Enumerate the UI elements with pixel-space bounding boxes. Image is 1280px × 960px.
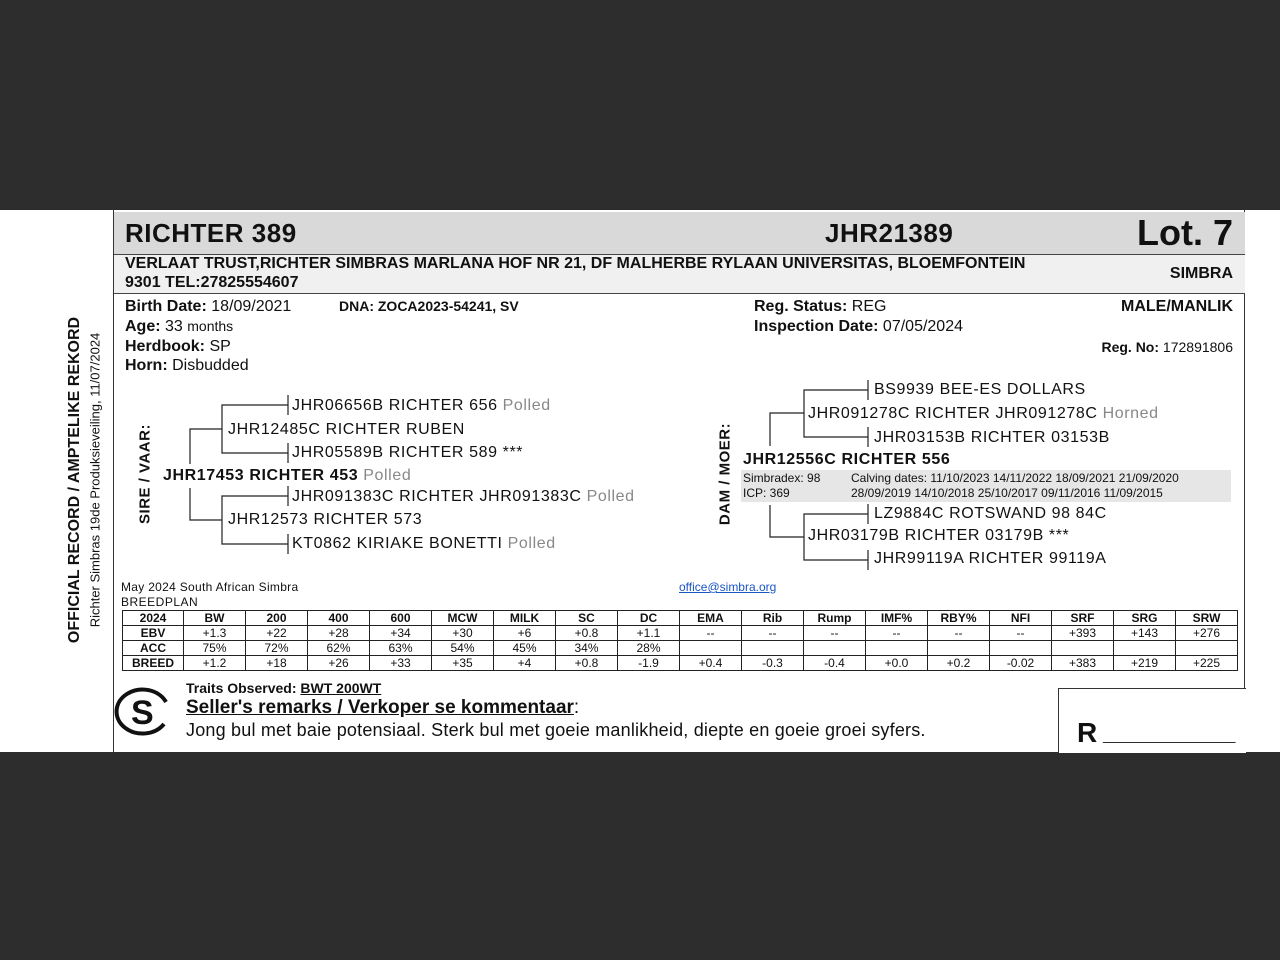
breedplan-header-row bbox=[123, 611, 1238, 626]
breedplan-cell: 62% bbox=[308, 641, 370, 656]
breedplan-header-cell: EMA bbox=[680, 611, 742, 626]
breedplan-cell: +1.1 bbox=[618, 626, 680, 641]
breedplan-cell: +28 bbox=[308, 626, 370, 641]
breedplan-cell bbox=[1052, 641, 1114, 656]
sire-dam-sire bbox=[292, 488, 635, 506]
remarks-title: Seller's remarks / Verkoper se kommentaar bbox=[186, 697, 574, 718]
breedplan-cell: -1.9 bbox=[618, 656, 680, 671]
horn-value: Disbudded bbox=[172, 357, 249, 374]
breedplan-header-cell: SRG bbox=[1114, 611, 1176, 626]
breedplan-cell: -0.3 bbox=[742, 656, 804, 671]
breedplan-cell bbox=[866, 641, 928, 656]
sex-label: MALE/MANLIK bbox=[1121, 298, 1233, 315]
breed-label: SIMBRA bbox=[1169, 265, 1233, 282]
animal-name: RICHTER 389 bbox=[125, 218, 297, 248]
breedplan-header-cell: SC bbox=[556, 611, 618, 626]
age-row bbox=[125, 318, 233, 336]
breedplan-cell: +0.0 bbox=[866, 656, 928, 671]
breedplan-cell: +6 bbox=[494, 626, 556, 641]
breedplan-cell: -0.4 bbox=[804, 656, 866, 671]
breedplan-cell: -- bbox=[928, 626, 990, 641]
breedplan-cell: -- bbox=[680, 626, 742, 641]
breedplan-header-cell: MILK bbox=[494, 611, 556, 626]
breedplan-header-cell: 400 bbox=[308, 611, 370, 626]
ds-name: JHR091278C RICHTER JHR091278C bbox=[808, 405, 1098, 422]
owner-address: VERLAAT TRUST,RICHTER SIMBRAS MARLANA HOF NR 21, DF MALHERBE RYLAAN UNIVERSITAS, BLOEMFONTEIN bbox=[125, 255, 1026, 272]
breedplan-header-cell: MCW bbox=[432, 611, 494, 626]
breedplan-cell: +33 bbox=[370, 656, 432, 671]
sire-name: JHR17453 RICHTER 453 bbox=[163, 467, 359, 484]
birth-date-value: 18/09/2021 bbox=[211, 298, 292, 315]
breedplan-cell: -0.02 bbox=[990, 656, 1052, 671]
breedplan-cell: +383 bbox=[1052, 656, 1114, 671]
ds-horn: Horned bbox=[1102, 405, 1159, 422]
breedplan-cell: +225 bbox=[1176, 656, 1238, 671]
simbra-logo-icon bbox=[114, 684, 178, 742]
dam-dam: JHR03179B RICHTER 03179B *** bbox=[808, 527, 1070, 544]
breedplan-cell bbox=[1114, 641, 1176, 656]
dam-calving-box bbox=[741, 470, 1231, 502]
age-value: 33 bbox=[165, 318, 183, 335]
breedplan-name: BREEDPLAN bbox=[121, 595, 199, 609]
reg-no-row bbox=[1101, 339, 1233, 355]
breedplan-table bbox=[122, 610, 1238, 671]
reg-status-label: Reg. Status: bbox=[754, 298, 848, 315]
simbradex: Simbradex: 98 bbox=[743, 471, 821, 485]
breedplan-row-label: EBV bbox=[123, 626, 184, 641]
breedplan-cell: +22 bbox=[246, 626, 308, 641]
animal-id: JHR21389 bbox=[825, 218, 954, 248]
dam-label: DAM / MOER: bbox=[716, 422, 734, 526]
breedplan-header-cell: IMF% bbox=[866, 611, 928, 626]
dam-sire bbox=[808, 405, 1159, 423]
breedplan-cell: 28% bbox=[618, 641, 680, 656]
breedplan-cell: -- bbox=[866, 626, 928, 641]
owner-bar bbox=[114, 255, 1245, 294]
birth-date-row bbox=[125, 298, 291, 316]
breedplan-source: May 2024 South African Simbra bbox=[121, 580, 299, 594]
breedplan-cell: 63% bbox=[370, 641, 432, 656]
sds-horn: Polled bbox=[586, 488, 635, 505]
breedplan-header-cell: RBY% bbox=[928, 611, 990, 626]
reg-status-row bbox=[754, 298, 886, 316]
breedplan-cell: -- bbox=[990, 626, 1052, 641]
traits-value: BWT 200WT bbox=[300, 680, 382, 696]
breedplan-cell: +219 bbox=[1114, 656, 1176, 671]
inspection-label: Inspection Date: bbox=[754, 318, 879, 335]
calving-dates-2: 28/09/2019 14/10/2018 25/10/2017 09/11/2016 11/09/2015 bbox=[851, 486, 1163, 500]
sire-horn: Polled bbox=[363, 467, 412, 484]
herdbook-row bbox=[125, 338, 231, 356]
breedplan-row bbox=[123, 626, 1238, 641]
breedplan-header-cell: 200 bbox=[246, 611, 308, 626]
inspection-row bbox=[754, 318, 963, 336]
breedplan-cell: +276 bbox=[1176, 626, 1238, 641]
breedplan-cell: +0.8 bbox=[556, 656, 618, 671]
dam-name: JHR12556C RICHTER 556 bbox=[743, 451, 951, 468]
breedplan-cell bbox=[928, 641, 990, 656]
breedplan-row-label: BREED bbox=[123, 656, 184, 671]
reg-status-value: REG bbox=[851, 298, 887, 315]
breedplan-header-cell: BW bbox=[184, 611, 246, 626]
breedplan-cell: +30 bbox=[432, 626, 494, 641]
breedplan-cell: 72% bbox=[246, 641, 308, 656]
logo-letter: S bbox=[131, 694, 154, 732]
price-box bbox=[1058, 688, 1246, 753]
breedplan-cell: +143 bbox=[1114, 626, 1176, 641]
official-record-label: OFFICIAL RECORD / AMPTELIKE REKORD bbox=[66, 316, 83, 644]
breedplan-cell: +393 bbox=[1052, 626, 1114, 641]
breedplan-cell: +26 bbox=[308, 656, 370, 671]
header-bar bbox=[114, 212, 1245, 255]
age-label: Age: bbox=[125, 318, 161, 335]
sire-sire-sire bbox=[292, 397, 551, 415]
sire-dam-dam bbox=[292, 535, 556, 553]
auction-label: Richter Simbras 19de Produksieveiling, 11/07/2024 bbox=[87, 332, 103, 628]
breedplan-cell: +0.4 bbox=[680, 656, 742, 671]
breedplan-cell: +0.2 bbox=[928, 656, 990, 671]
breedplan-cell bbox=[990, 641, 1052, 656]
breedplan-header-cell: 2024 bbox=[123, 611, 184, 626]
breedplan-row-label: ACC bbox=[123, 641, 184, 656]
age-unit: months bbox=[187, 318, 234, 334]
breedplan-header-cell: SRW bbox=[1176, 611, 1238, 626]
sdd-name: KT0862 KIRIAKE BONETTI bbox=[292, 535, 503, 552]
breedplan-cell bbox=[1176, 641, 1238, 656]
breedplan-cell: 45% bbox=[494, 641, 556, 656]
sss-name: JHR06656B RICHTER 656 bbox=[292, 397, 498, 414]
birth-date-label: Birth Date: bbox=[125, 298, 207, 315]
traits-label: Traits Observed: bbox=[186, 680, 297, 696]
breedplan-row bbox=[123, 641, 1238, 656]
breedplan-cell: +0.8 bbox=[556, 626, 618, 641]
owner-phone: 9301 TEL:27825554607 bbox=[125, 274, 299, 291]
remarks-text: Jong bul met baie potensiaal. Sterk bul met goeie manlikheid, diepte en goeie groei syfers. bbox=[186, 720, 926, 740]
dam-dam-dam: JHR99119A RICHTER 99119A bbox=[874, 550, 1107, 567]
price-currency: R bbox=[1077, 717, 1098, 748]
sss-horn: Polled bbox=[502, 397, 551, 414]
inspection-value: 07/05/2024 bbox=[882, 318, 963, 335]
herdbook-value: SP bbox=[209, 338, 231, 355]
breedplan-header-cell: Rump bbox=[804, 611, 866, 626]
breedplan-cell: -- bbox=[804, 626, 866, 641]
dam-sire-dam: JHR03153B RICHTER 03153B bbox=[874, 429, 1110, 446]
sire-dam: JHR12573 RICHTER 573 bbox=[228, 511, 423, 528]
breedplan-cell: 54% bbox=[432, 641, 494, 656]
breedplan-cell: 75% bbox=[184, 641, 246, 656]
horn-label: Horn: bbox=[125, 357, 168, 374]
sds-name: JHR091383C RICHTER JHR091383C bbox=[292, 488, 582, 505]
breedplan-cell: 34% bbox=[556, 641, 618, 656]
price-blank[interactable]: _________________ bbox=[1103, 727, 1236, 743]
breedplan-cell: -- bbox=[742, 626, 804, 641]
breedplan-cell: +35 bbox=[432, 656, 494, 671]
breedplan-header-cell: NFI bbox=[990, 611, 1052, 626]
breedplan-header-cell: DC bbox=[618, 611, 680, 626]
breedplan-cell: +1.3 bbox=[184, 626, 246, 641]
dam-dam-sire: LZ9884C ROTSWAND 98 84C bbox=[874, 505, 1107, 522]
reg-no-value: 172891806 bbox=[1162, 339, 1233, 355]
dna-info: DNA: ZOCA2023-54241, SV bbox=[339, 298, 519, 314]
breedplan-header-cell: 600 bbox=[370, 611, 432, 626]
remarks-colon: : bbox=[573, 697, 580, 718]
dam-sire-sire: BS9939 BEE-ES DOLLARS bbox=[874, 381, 1086, 398]
icp: ICP: 369 bbox=[743, 486, 790, 500]
breedplan-cell: +4 bbox=[494, 656, 556, 671]
breedplan-header-cell: Rib bbox=[742, 611, 804, 626]
sire-sire-dam: JHR05589B RICHTER 589 *** bbox=[292, 444, 524, 461]
breedplan-cell: +18 bbox=[246, 656, 308, 671]
horn-row bbox=[125, 357, 249, 375]
breedplan-cell bbox=[804, 641, 866, 656]
sire-sire: JHR12485C RICHTER RUBEN bbox=[228, 421, 465, 438]
breedplan-cell bbox=[742, 641, 804, 656]
sire bbox=[163, 467, 411, 485]
traits-row bbox=[186, 680, 381, 696]
calving-dates-1: Calving dates: 11/10/2023 14/11/2022 18/09/2021 21/09/2020 bbox=[851, 471, 1179, 485]
breedplan-cell: +1.2 bbox=[184, 656, 246, 671]
sdd-horn: Polled bbox=[507, 535, 556, 552]
reg-no-label: Reg. No: bbox=[1101, 339, 1160, 355]
lot-number: Lot. 7 bbox=[1137, 212, 1233, 253]
breedplan-cell: +34 bbox=[370, 626, 432, 641]
breedplan-cell bbox=[680, 641, 742, 656]
remarks-title-row bbox=[186, 697, 579, 719]
email-link[interactable]: office@simbra.org bbox=[679, 580, 777, 594]
herdbook-label: Herdbook: bbox=[125, 338, 205, 355]
breedplan-header-cell: SRF bbox=[1052, 611, 1114, 626]
breedplan-row bbox=[123, 656, 1238, 671]
sire-label: SIRE / VAAR: bbox=[136, 424, 154, 524]
